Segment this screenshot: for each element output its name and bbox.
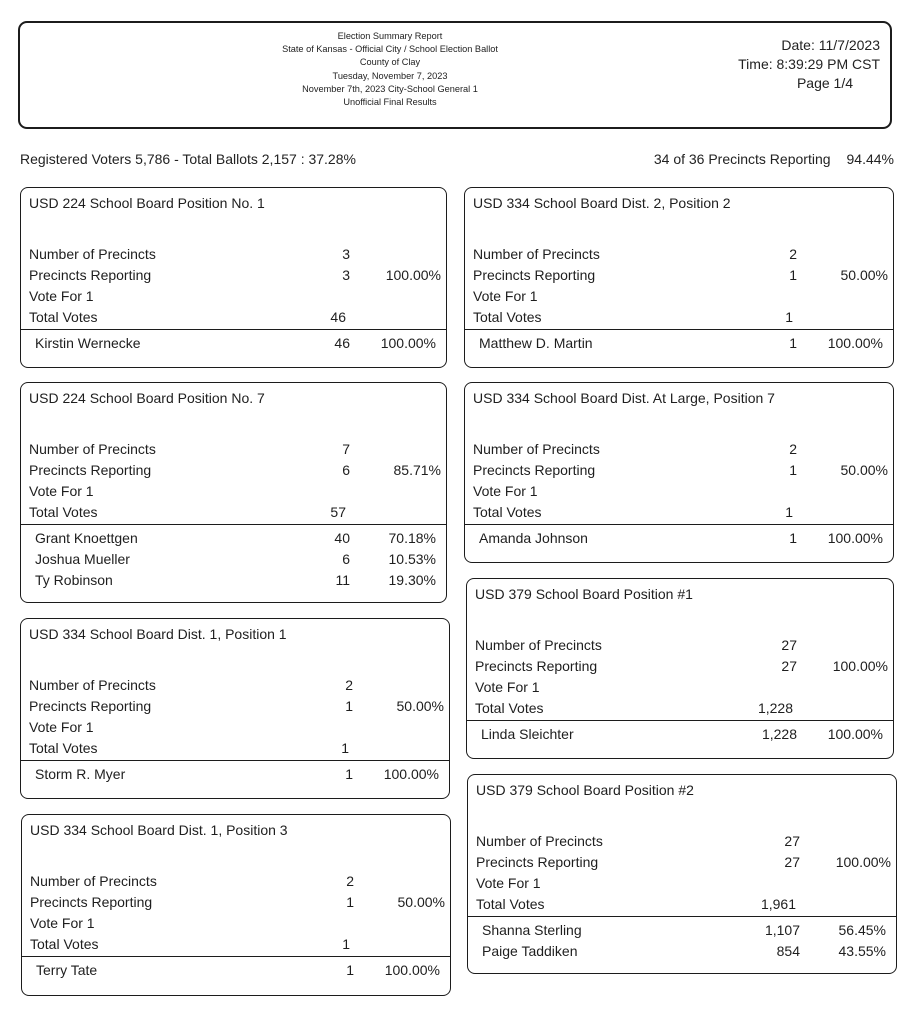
vote-for-row [465, 481, 893, 502]
row-label: Vote For 1 [473, 483, 538, 499]
candidate-name: Paige Taddiken [482, 943, 578, 959]
row-value: 1 [785, 309, 793, 325]
row-label: Number of Precincts [475, 637, 602, 653]
candidate-name: Joshua Mueller [35, 551, 130, 567]
total-votes-row [21, 502, 446, 523]
vote-for-row [22, 913, 450, 934]
candidate-divider [21, 760, 449, 761]
candidate-name: Grant Knoettgen [35, 530, 138, 546]
candidate-percent: 100.00% [383, 766, 439, 782]
vote-for-row [21, 717, 449, 738]
row-percent: 50.00% [840, 462, 888, 478]
vote-for-row [467, 677, 893, 698]
report-title: Election Summary Report [337, 31, 443, 41]
contest-box [20, 618, 450, 799]
precincts-reporting-row [465, 460, 893, 481]
precincts-reporting-text: 34 of 36 Precincts Reporting [653, 151, 831, 167]
row-label: Vote For 1 [29, 719, 94, 735]
contest-stats [21, 675, 449, 759]
candidate-percent: 100.00% [827, 530, 883, 546]
contest-stats [21, 439, 446, 523]
turnout-summary: Registered Voters 5,786 - Total Ballots 2,157 : 37.28% [20, 151, 356, 167]
candidate-votes: 40 [334, 530, 350, 546]
candidate-row [21, 764, 449, 785]
candidate-name: Ty Robinson [35, 572, 113, 588]
candidate-percent: 19.30% [388, 572, 436, 588]
number-of-precincts-row [465, 244, 893, 265]
candidate-row [21, 333, 446, 354]
candidate-votes: 1 [789, 335, 797, 351]
candidate-row [21, 549, 446, 570]
row-value: 27 [781, 637, 797, 653]
total-votes-row [21, 307, 446, 328]
candidate-votes: 1,107 [764, 922, 800, 938]
row-label: Vote For 1 [29, 483, 94, 499]
row-value: 1 [789, 267, 797, 283]
contest-stats [465, 244, 893, 328]
contest-title: USD 334 School Board Dist. 2, Position 2 [473, 195, 731, 211]
precincts-reporting-row [21, 460, 446, 481]
candidate-list [21, 333, 446, 354]
candidate-divider [468, 916, 896, 917]
candidate-divider [467, 720, 893, 721]
vote-for-row [21, 286, 446, 307]
row-percent: 100.00% [385, 267, 441, 283]
candidate-name: Terry Tate [36, 962, 98, 978]
row-value: 1 [789, 462, 797, 478]
row-value: 3 [342, 246, 350, 262]
report-meta [680, 36, 880, 93]
row-value: 2 [346, 873, 354, 889]
row-value: 1 [785, 504, 793, 520]
row-label: Total Votes [29, 309, 98, 325]
results-status: Unofficial Final Results [343, 97, 437, 108]
contest-box [464, 187, 894, 368]
row-label: Number of Precincts [29, 246, 156, 262]
candidate-name: Kirstin Wernecke [35, 335, 141, 351]
precincts-reporting-pct: 94.44% [846, 151, 894, 167]
candidate-list [465, 333, 893, 354]
vote-for-row [465, 286, 893, 307]
number-of-precincts-row [465, 439, 893, 460]
contest-title: USD 379 School Board Position #1 [475, 586, 693, 602]
page-number: Page 1/4 [796, 75, 854, 91]
candidate-divider [22, 956, 450, 957]
election-date: Tuesday, November 7, 2023 [332, 70, 448, 81]
row-value: 6 [342, 462, 350, 478]
candidate-votes: 6 [342, 551, 350, 567]
precincts-reporting-row [465, 265, 893, 286]
contest-stats [465, 439, 893, 523]
row-label: Number of Precincts [473, 246, 600, 262]
number-of-precincts-row [21, 244, 446, 265]
contest-box [21, 814, 451, 996]
candidate-row [21, 528, 446, 549]
contest-box [20, 382, 447, 603]
report-header [18, 21, 892, 129]
row-label: Total Votes [473, 309, 542, 325]
row-label: Precincts Reporting [30, 894, 153, 910]
number-of-precincts-row [467, 635, 893, 656]
total-votes-row [467, 698, 893, 719]
row-value: 57 [330, 504, 346, 520]
row-label: Total Votes [473, 504, 542, 520]
vote-for-row [468, 873, 896, 894]
candidate-percent: 10.53% [388, 551, 436, 567]
number-of-precincts-row [22, 871, 450, 892]
row-value: 1,228 [757, 700, 793, 716]
row-label: Precincts Reporting [29, 698, 152, 714]
contest-title: USD 224 School Board Position No. 7 [29, 390, 265, 406]
candidate-votes: 11 [335, 572, 350, 588]
candidate-percent: 100.00% [827, 726, 883, 742]
candidate-list [21, 764, 449, 785]
row-value: 1,961 [760, 896, 796, 912]
row-value: 46 [330, 309, 346, 325]
precincts-reporting-row [21, 696, 449, 717]
candidate-row [467, 724, 893, 745]
row-value: 1 [341, 740, 349, 756]
candidate-list [22, 960, 450, 981]
candidate-list [467, 724, 893, 745]
contest-title: USD 334 School Board Dist. 1, Position 3 [30, 822, 288, 838]
row-label: Precincts Reporting [29, 267, 152, 283]
candidate-divider [21, 524, 446, 525]
precincts-summary [654, 151, 894, 167]
vote-for-row [21, 481, 446, 502]
contest-stats [468, 831, 896, 915]
contest-stats [22, 871, 450, 955]
candidate-list [465, 528, 893, 549]
candidate-list [468, 920, 896, 962]
candidate-name: Amanda Johnson [479, 530, 588, 546]
contest-title: USD 334 School Board Dist. At Large, Position 7 [473, 390, 775, 406]
row-value: 1 [342, 936, 350, 952]
candidate-row [465, 528, 893, 549]
row-label: Number of Precincts [476, 833, 603, 849]
candidate-percent: 43.55% [838, 943, 886, 959]
row-value: 27 [781, 658, 797, 674]
row-label: Precincts Reporting [29, 462, 152, 478]
row-label: Vote For 1 [29, 288, 94, 304]
candidate-name: Shanna Sterling [482, 922, 582, 938]
row-label: Vote For 1 [475, 679, 540, 695]
row-value: 1 [346, 894, 354, 910]
row-value: 1 [345, 698, 353, 714]
row-label: Total Votes [30, 936, 99, 952]
candidate-votes: 854 [776, 943, 800, 959]
precincts-reporting-row [468, 852, 896, 873]
candidate-name: Linda Sleichter [481, 726, 574, 742]
candidate-percent: 70.18% [388, 530, 436, 546]
candidate-row [21, 570, 446, 591]
row-label: Number of Precincts [30, 873, 157, 889]
row-label: Precincts Reporting [473, 462, 596, 478]
row-label: Number of Precincts [473, 441, 600, 457]
row-value: 27 [784, 833, 800, 849]
total-votes-row [22, 934, 450, 955]
county-name: County of Clay [359, 57, 421, 68]
row-label: Number of Precincts [29, 677, 156, 693]
row-label: Number of Precincts [29, 441, 156, 457]
candidate-row [468, 920, 896, 941]
election-name: State of Kansas - Official City / School Election Ballot [282, 44, 498, 55]
row-label: Vote For 1 [473, 288, 538, 304]
contest-box [467, 774, 897, 974]
row-label: Vote For 1 [476, 875, 541, 891]
row-value: 2 [345, 677, 353, 693]
precincts-reporting-row [21, 265, 446, 286]
contest-box [20, 187, 447, 368]
candidate-percent: 100.00% [380, 335, 436, 351]
report-title-block [210, 30, 570, 109]
candidate-name: Storm R. Myer [35, 766, 126, 782]
candidate-divider [465, 524, 893, 525]
contest-title: USD 224 School Board Position No. 1 [29, 195, 265, 211]
candidate-divider [465, 329, 893, 330]
row-value: 2 [789, 441, 797, 457]
row-percent: 50.00% [396, 698, 444, 714]
row-label: Total Votes [476, 896, 545, 912]
row-label: Total Votes [29, 740, 98, 756]
election-subtitle: November 7th, 2023 City-School General 1 [302, 83, 478, 94]
row-label: Total Votes [475, 700, 544, 716]
row-percent: 50.00% [397, 894, 445, 910]
contest-title: USD 379 School Board Position #2 [476, 782, 694, 798]
row-percent: 100.00% [835, 854, 891, 870]
total-votes-row [465, 307, 893, 328]
candidate-votes: 46 [334, 335, 350, 351]
total-votes-row [21, 738, 449, 759]
candidate-row [22, 960, 450, 981]
precincts-reporting-row [467, 656, 893, 677]
number-of-precincts-row [468, 831, 896, 852]
contest-box [466, 578, 894, 759]
candidate-row [468, 941, 896, 962]
row-percent: 50.00% [840, 267, 888, 283]
candidate-name: Matthew D. Martin [479, 335, 593, 351]
number-of-precincts-row [21, 439, 446, 460]
row-value: 3 [342, 267, 350, 283]
precincts-reporting-row [22, 892, 450, 913]
row-label: Total Votes [29, 504, 98, 520]
number-of-precincts-row [21, 675, 449, 696]
candidate-votes: 1,228 [761, 726, 797, 742]
row-label: Precincts Reporting [475, 658, 598, 674]
candidate-votes: 1 [789, 530, 797, 546]
total-votes-row [465, 502, 893, 523]
candidate-row [465, 333, 893, 354]
row-value: 2 [789, 246, 797, 262]
contest-stats [467, 635, 893, 719]
row-value: 7 [342, 441, 350, 457]
candidate-votes: 1 [345, 766, 353, 782]
row-percent: 100.00% [832, 658, 888, 674]
contest-stats [21, 244, 446, 328]
candidate-divider [21, 329, 446, 330]
candidate-percent: 100.00% [827, 335, 883, 351]
contest-box [464, 382, 894, 563]
candidate-votes: 1 [346, 962, 354, 978]
candidate-percent: 100.00% [384, 962, 440, 978]
report-time: Time: 8:39:29 PM CST [738, 56, 880, 72]
row-label: Precincts Reporting [473, 267, 596, 283]
candidate-percent: 56.45% [838, 922, 886, 938]
row-label: Vote For 1 [30, 915, 95, 931]
report-date: Date: 11/7/2023 [781, 37, 880, 53]
row-value: 27 [784, 854, 800, 870]
row-label: Precincts Reporting [476, 854, 599, 870]
total-votes-row [468, 894, 896, 915]
candidate-list [21, 528, 446, 591]
row-percent: 85.71% [393, 462, 441, 478]
contest-title: USD 334 School Board Dist. 1, Position 1 [29, 626, 287, 642]
